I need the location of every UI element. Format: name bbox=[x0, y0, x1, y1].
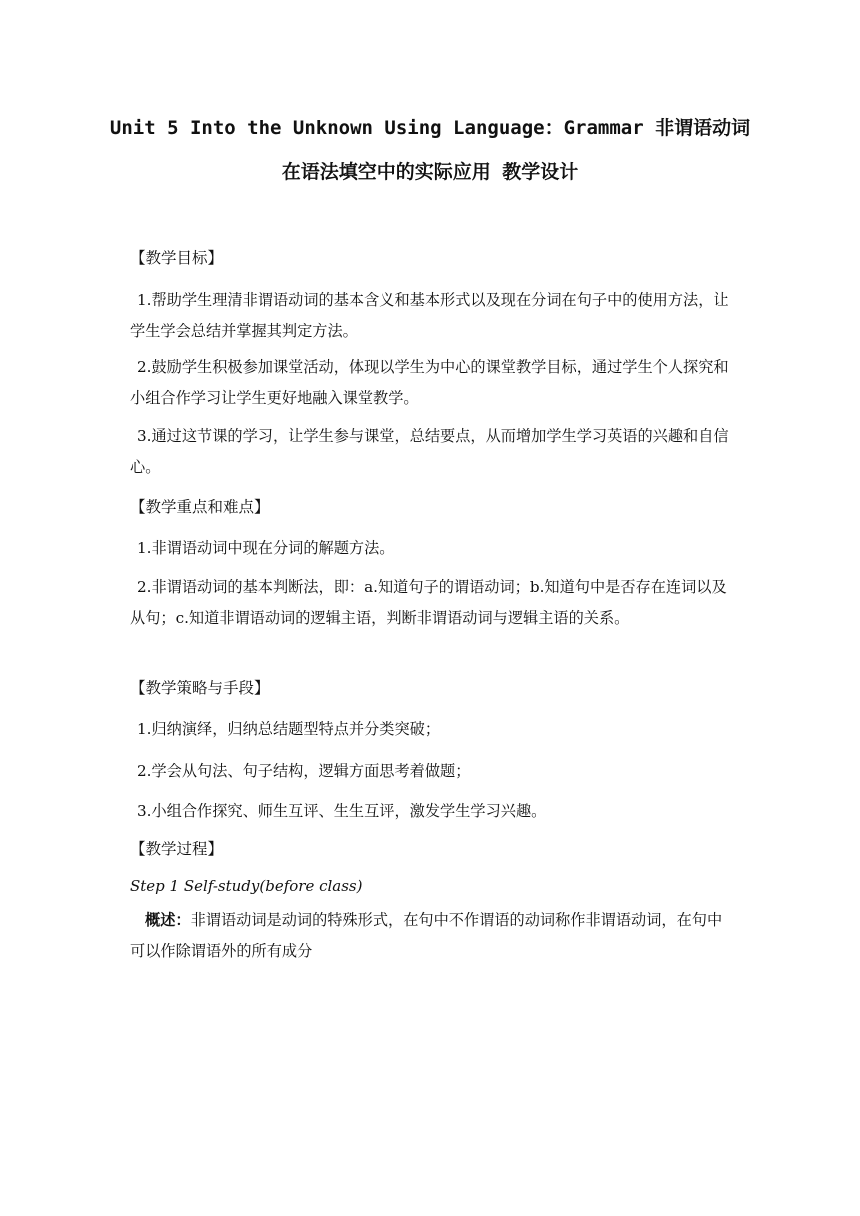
objectives-heading: 【教学目标】 bbox=[130, 249, 224, 267]
objective-item-1: 1.帮助学生理清非谓语动词的基本含义和基本形式以及现在分词在句子中的使用方法，让学生学会总结并掌握其判定方法。 bbox=[130, 291, 729, 340]
step-1-title: Step 1 Self-study(before class) bbox=[130, 877, 363, 895]
overview-text: 非谓语动词是动词的特殊形式，在句中不作谓语的动词称作非谓语动词，在句中可以作除谓语外的所有成分 bbox=[130, 911, 723, 960]
overview-paragraph bbox=[130, 905, 730, 967]
overview-label: 概述： bbox=[145, 911, 191, 929]
key-point-item-2: 2.非谓语动词的基本判断法，即：a.知道句子的谓语动词；b.知道句中是否存在连词以及从句；c.知道非谓语动词的逻辑主语，判断非谓语动词与逻辑主语的关系。 bbox=[130, 578, 727, 627]
objective-item-3: 3.通过这节课的学习，让学生参与课堂，总结要点，从而增加学生学习英语的兴趣和自信心。 bbox=[130, 427, 729, 476]
strategy-item-2: 2.学会从句法、句子结构，逻辑方面思考着做题； bbox=[137, 762, 471, 780]
strategy-item-1: 1.归纳演绎，归纳总结题型特点并分类突破； bbox=[137, 720, 441, 738]
document-title-line-2: 在语法填空中的实际应用 教学设计 bbox=[281, 161, 579, 183]
strategy-item-3: 3.小组合作探究、师生互评、生生互评，激发学生学习兴趣。 bbox=[137, 802, 547, 820]
key-point-item-1: 1.非谓语动词中现在分词的解题方法。 bbox=[137, 539, 395, 557]
document-title-line-1: Unit 5 Into the Unknown Using Language：Grammar 非谓语动词 bbox=[109, 117, 751, 139]
key-points-heading: 【教学重点和难点】 bbox=[130, 498, 270, 516]
process-heading: 【教学过程】 bbox=[130, 840, 224, 858]
objective-item-2: 2.鼓励学生积极参加课堂活动，体现以学生为中心的课堂教学目标，通过学生个人探究和小组合作学习让学生更好地融入课堂教学。 bbox=[130, 358, 729, 407]
strategies-heading: 【教学策略与手段】 bbox=[130, 679, 270, 697]
